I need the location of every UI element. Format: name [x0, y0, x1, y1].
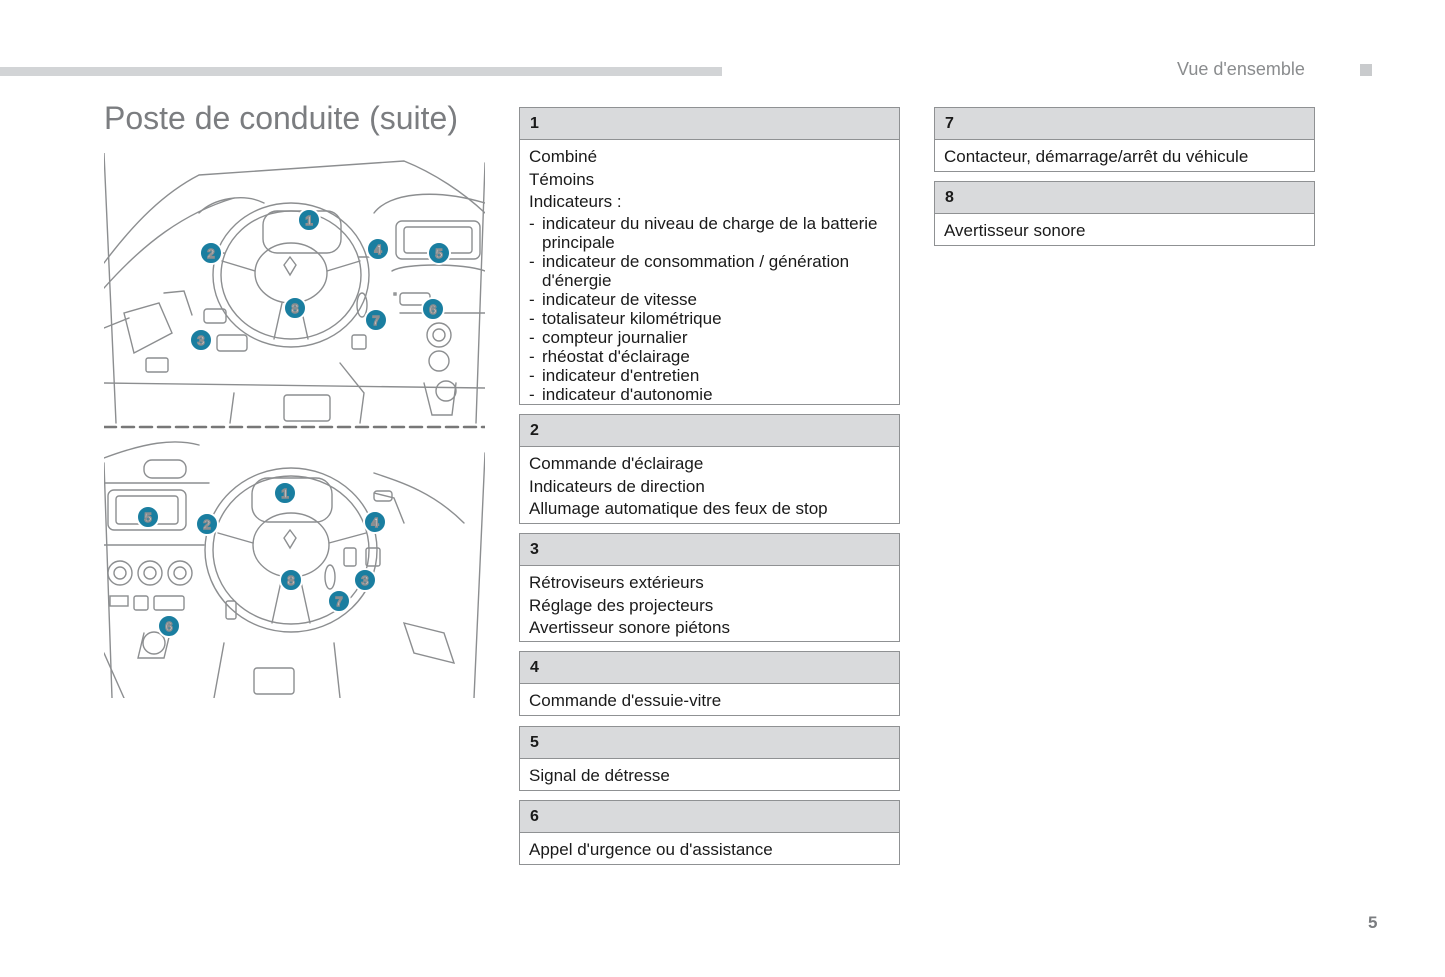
- marker-6-bottom: [158, 615, 180, 637]
- marker-7-bottom: [328, 590, 350, 612]
- marker-4-bottom: [364, 511, 386, 533]
- legend-line: Signal de détresse: [529, 766, 670, 785]
- legend-number: 7: [935, 108, 1314, 140]
- legend-number: 2: [520, 415, 899, 447]
- svg-text:2: 2: [203, 517, 211, 532]
- corner-marker: [1360, 64, 1372, 76]
- svg-text:6: 6: [165, 619, 173, 634]
- marker-5-top: [428, 242, 450, 264]
- svg-text:7: 7: [372, 313, 380, 328]
- legend-box-7: [934, 107, 1315, 172]
- indicator-list: [529, 214, 890, 404]
- indicator-item: - indicateur du niveau de charge de la batterie principale: [529, 214, 890, 252]
- legend-line: Commande d'éclairage: [529, 454, 704, 473]
- legend-number: 5: [520, 727, 899, 759]
- legend-line: Rétroviseurs extérieurs: [529, 573, 704, 592]
- marker-7-top: [365, 309, 387, 331]
- legend-line: Avertisseur sonore: [944, 221, 1086, 240]
- legend-line: Contacteur, démarrage/arrêt du véhicule: [944, 147, 1249, 166]
- svg-text:3: 3: [361, 573, 369, 588]
- legend-box-1: [519, 107, 900, 405]
- legend-number: 1: [520, 108, 899, 140]
- legend-number: 4: [520, 652, 899, 684]
- indicator-item: - compteur journalier: [529, 328, 890, 347]
- indicator-item: - indicateur d'entretien: [529, 366, 890, 385]
- legend-line: Indicateurs de direction: [529, 476, 705, 496]
- svg-text:4: 4: [371, 515, 379, 530]
- svg-text:7: 7: [335, 594, 343, 609]
- marker-2-top: [200, 242, 222, 264]
- indicator-item: - totalisateur kilométrique: [529, 309, 890, 328]
- section-title: Vue d'ensemble: [1177, 59, 1305, 79]
- svg-text:6: 6: [429, 302, 437, 317]
- marker-2-bottom: [196, 513, 218, 535]
- svg-text:5: 5: [435, 246, 443, 261]
- header-bar: [0, 67, 722, 76]
- svg-text:8: 8: [291, 301, 299, 316]
- svg-text:2: 2: [207, 246, 215, 261]
- legend-line: Combiné: [529, 147, 598, 166]
- marker-1-top: [298, 209, 320, 231]
- legend-line: Allumage automatique des feux de stop: [529, 499, 828, 518]
- marker-5-bottom: [137, 506, 159, 528]
- svg-text:1: 1: [281, 486, 289, 501]
- legend-line: Indicateurs :: [529, 192, 622, 211]
- legend-number: 8: [935, 182, 1314, 214]
- indicator-item: - rhéostat d'éclairage: [529, 347, 890, 366]
- legend-number: 3: [520, 534, 899, 566]
- legend-line: Appel d'urgence ou d'assistance: [529, 840, 773, 859]
- marker-8-top: [284, 297, 306, 319]
- marker-3-bottom: [354, 569, 376, 591]
- marker-3-top: [190, 329, 212, 351]
- svg-text:3: 3: [197, 333, 205, 348]
- marker-8-bottom: [280, 569, 302, 591]
- legend-line: Réglage des projecteurs: [529, 595, 714, 615]
- legend-box-6: [519, 800, 900, 865]
- cockpit-illustration: [104, 153, 485, 698]
- legend-box-3: [519, 533, 900, 642]
- legend-line: Avertisseur sonore piétons: [529, 618, 730, 637]
- svg-text:5: 5: [144, 510, 152, 525]
- marker-1-bottom: [274, 482, 296, 504]
- legend-number: 6: [520, 801, 899, 833]
- indicator-item: - indicateur de consommation / génération d'énergie: [529, 252, 890, 290]
- legend-box-2: [519, 414, 900, 524]
- legend-line: Témoins: [529, 169, 595, 189]
- cockpit-drawing-lhd: [104, 153, 485, 423]
- indicator-item: - indicateur d'autonomie: [529, 385, 890, 404]
- marker-4-top: [367, 238, 389, 260]
- legend-box-4: [519, 651, 900, 716]
- legend-box-8: [934, 181, 1315, 246]
- indicator-item: - indicateur de vitesse: [529, 290, 890, 309]
- svg-text:1: 1: [305, 213, 313, 228]
- svg-text:4: 4: [374, 242, 382, 257]
- legend-box-5: [519, 726, 900, 791]
- legend-line: Commande d'essuie-vitre: [529, 691, 722, 710]
- page-number: 5: [1368, 913, 1378, 932]
- page-title: Poste de conduite (suite): [104, 100, 458, 136]
- marker-6-top: [422, 298, 444, 320]
- svg-text:8: 8: [287, 573, 295, 588]
